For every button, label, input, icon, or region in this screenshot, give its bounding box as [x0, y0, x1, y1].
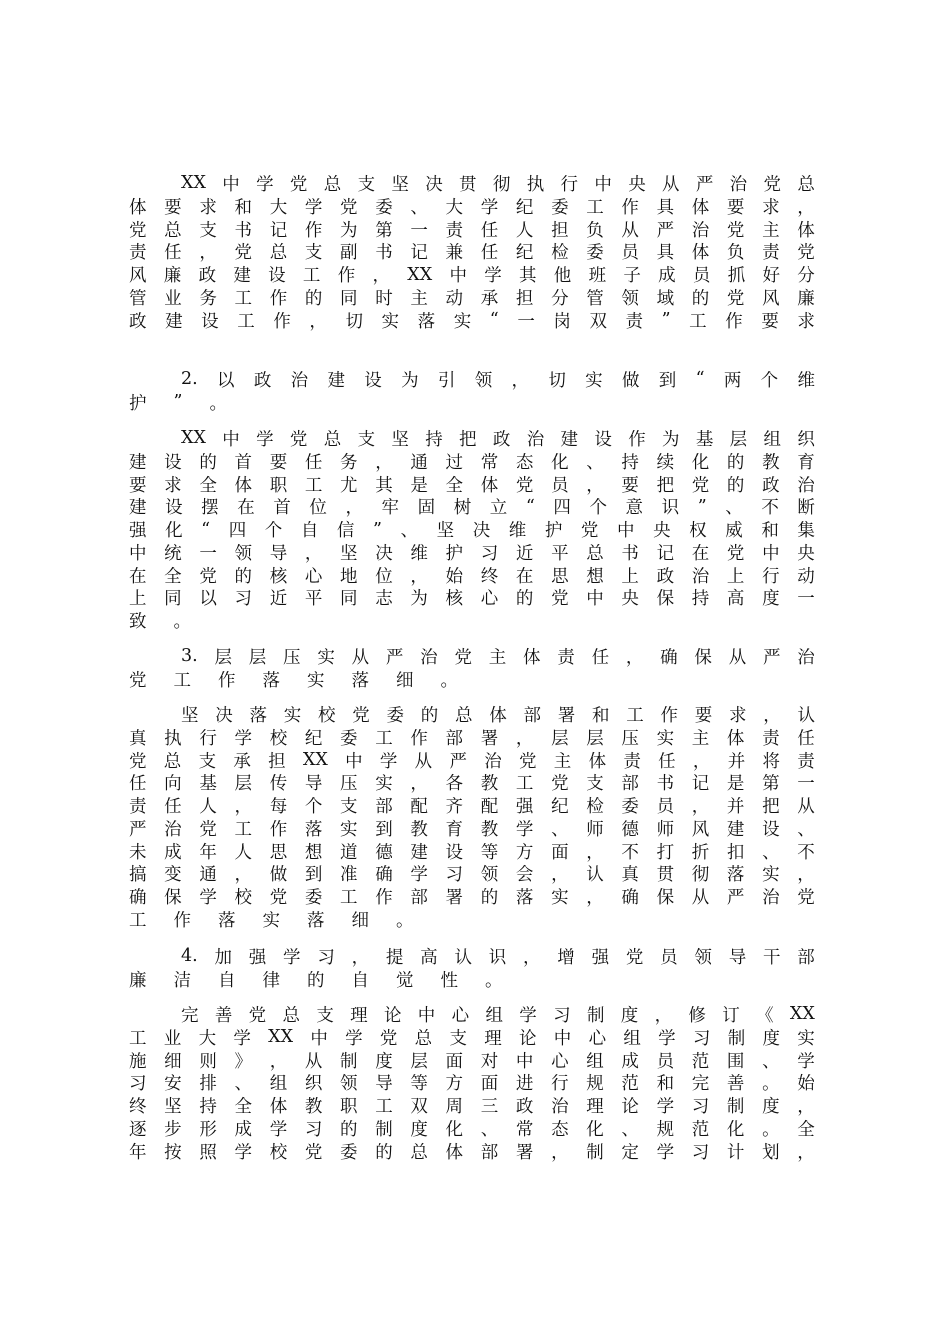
text-line: 建 设 摆 在 首 位 ， 牢 固 树 立 “ 四 个 意 识 ” 、 不 断	[129, 496, 815, 519]
paragraph-3	[129, 703, 815, 931]
text-line: 任 向 基 层 传 导 压 实 ， 各 教 工 党 支 部 书 记 是 第 一	[129, 774, 815, 795]
text-line: 完 善 党 总 支 理 论 中 心 组 学 习 制 度 ， 修 订 《 XX	[181, 1004, 815, 1026]
text-line: 廉 洁 自 律 的 自 觉 性 。	[129, 970, 503, 991]
paragraph-4	[129, 1003, 815, 1163]
text-line: 管 业 务 工 作 的 同 时 主 动 承 担 分 管 领 域 的 党 风 廉	[129, 288, 815, 309]
text-line: 习 安 排 、 组 织 领 导 等 方 面 进 行 规 范 和 完 善 。 始	[129, 1074, 815, 1095]
text-line: 未 成 年 人 思 想 道 德 建 设 等 方 面 ， 不 打 折 扣 、 不	[129, 842, 815, 863]
text-line: 风 廉 政 建 设 工 作 ， XX 中 学 其 他 班 子 成 员 抓 好 分	[129, 264, 815, 287]
heading-3	[129, 645, 815, 691]
text-line: 严 治 党 工 作 落 实 到 教 育 教 学 、 师 德 师 风 建 设 、	[129, 819, 815, 840]
text-line: 责 任 ， 党 总 支 副 书 记 兼 任 纪 检 委 员 具 体 负 责 党	[129, 243, 815, 264]
text-line: 在 全 党 的 核 心 地 位 ， 始 终 在 思 想 上 政 治 上 行 动	[129, 566, 815, 587]
text-line: 2. 以 政 治 建 设 为 引 领 ， 切 实 做 到 “ 两 个 维	[181, 369, 815, 391]
text-line: 中 统 一 领 导 ， 坚 决 维 护 习 近 平 总 书 记 在 党 中 央	[129, 543, 815, 564]
heading-4	[129, 945, 815, 991]
text-line: 致 。	[129, 612, 191, 633]
text-line: 党 总 支 承 担 XX 中 学 从 严 治 党 主 体 责 任 ， 并 将 责	[129, 749, 815, 772]
heading-2	[129, 368, 815, 414]
text-line: 工 作 落 实 落 细 。	[129, 911, 414, 932]
text-line: 建 设 的 首 要 任 务 ， 通 过 常 态 化 、 持 续 化 的 教 育	[129, 452, 815, 473]
text-line: 4. 加 强 学 习 ， 提 高 认 识 ， 增 强 党 员 领 导 干 部	[181, 946, 815, 968]
text-line: 党 工 作 落 实 落 细 。	[129, 670, 458, 691]
text-line: 强 化 “ 四 个 自 信 ” 、 坚 决 维 护 党 中 央 权 威 和 集	[129, 519, 815, 542]
text-line: 确 保 学 校 党 委 工 作 部 署 的 落 实 ， 确 保 从 严 治 党	[129, 888, 815, 909]
text-line: 逐 步 形 成 学 习 的 制 度 化 、 常 态 化 、 规 范 化 。 全	[129, 1119, 815, 1140]
text-line: 年 按 照 学 校 党 委 的 总 体 部 署 ， 制 定 学 习 计 划 ，	[129, 1142, 815, 1163]
text-line: 坚 决 落 实 校 党 委 的 总 体 部 署 和 工 作 要 求 ， 认	[181, 705, 815, 726]
text-line: 终 坚 持 全 体 教 职 工 双 周 三 政 治 理 论 学 习 制 度 ，	[129, 1097, 815, 1118]
text-line: 体 要 求 和 大 学 党 委 、 大 学 纪 委 工 作 具 体 要 求 ，	[129, 197, 815, 218]
text-line: 搞 变 通 ， 做 到 准 确 学 习 领 会 ， 认 真 贯 彻 落 实 ，	[129, 865, 815, 886]
text-line: 党 总 支 书 记 作 为 第 一 责 任 人 担 负 从 严 治 党 主 体	[129, 220, 815, 241]
text-line: 护 ” 。	[129, 392, 227, 414]
text-line: XX 中 学 党 总 支 坚 持 把 政 治 建 设 作 为 基 层 组 织	[181, 428, 815, 450]
text-line: 责 任 人 ， 每 个 支 部 配 齐 配 强 纪 检 委 员 ， 并 把 从	[129, 797, 815, 818]
paragraph-2	[129, 427, 815, 632]
text-line: 真 执 行 学 校 纪 委 工 作 部 署 ， 层 层 压 实 主 体 责 任	[129, 728, 815, 749]
text-line: 施 细 则 》 ， 从 制 度 层 面 对 中 心 组 成 员 范 围 、 学	[129, 1051, 815, 1072]
text-line: 政 建 设 工 作 ， 切 实 落 实 “ 一 岗 双 责 ” 工 作 要 求	[129, 310, 815, 332]
text-line: XX 中 学 党 总 支 坚 决 贯 彻 执 行 中 央 从 严 治 党 总	[181, 173, 815, 195]
text-line: 工 业 大 学 XX 中 学 党 总 支 理 论 中 心 组 学 习 制 度 实	[129, 1027, 815, 1049]
text-line: 要 求 全 体 职 工 尤 其 是 全 体 党 员 ， 要 把 党 的 政 治	[129, 475, 815, 496]
text-line: 3. 层 层 压 实 从 严 治 党 主 体 责 任 ， 确 保 从 严 治	[181, 646, 815, 668]
text-line: 上 同 以 习 近 平 同 志 为 核 心 的 党 中 央 保 持 高 度 一	[129, 589, 815, 610]
paragraph-1	[129, 172, 815, 332]
